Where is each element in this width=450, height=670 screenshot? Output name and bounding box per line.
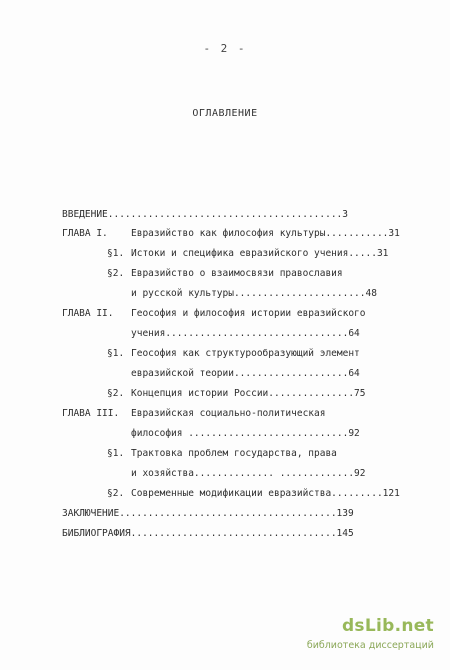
toc-entry-introduction: ВВЕДЕНИЕ.........................................3 (62, 209, 348, 220)
toc-chapter-2-section-2-title: Концепция истории России...............75 (131, 388, 366, 399)
toc-chapter-1-section-2-title-line-2: и русской культуры.......................48 (131, 288, 377, 299)
dslib-watermark (284, 616, 434, 660)
toc-chapter-3-section-1-label: §1. (107, 448, 125, 459)
page-number: - 2 - (203, 42, 247, 55)
toc-chapter-3-title-line-1: Евразийская социально-политическая (131, 408, 326, 419)
toc-chapter-2-section-1-title-line-2: евразийской теории....................64 (131, 368, 360, 379)
toc-chapter-3-section-2-label: §2. (107, 488, 125, 499)
toc-chapter-1-section-2-title-line-1: Евразийство о взаимосвязи православия (131, 268, 343, 279)
toc-chapter-2-section-1-label: §1. (107, 348, 125, 359)
toc-chapter-3-title-line-2: философия ............................92 (131, 428, 360, 439)
toc-chapter-3-section-1-title-line-1: Трактовка проблем государства, права (131, 448, 337, 459)
toc-chapter-1-section-1-label: §1. (107, 248, 125, 259)
toc-entry-bibliography: БИБЛИОГРАФИЯ....................................145 (62, 528, 354, 539)
toc-chapter-2-section-2-label: §2. (107, 388, 125, 399)
watermark-subtitle: библиотека диссертаций (306, 640, 434, 651)
toc-entry-conclusion: ЗАКЛЮЧЕНИЕ......................................139 (62, 508, 354, 519)
toc-chapter-1-label: ГЛАВА I. (62, 228, 108, 239)
watermark-logo: dsLib.net (341, 616, 434, 636)
toc-chapter-2-title-line-2: учения................................64 (131, 328, 360, 339)
toc-chapter-1-title: Евразийство как философия культуры...........31 (131, 228, 400, 239)
toc-heading: ОГЛАВЛЕНИЕ (192, 108, 258, 119)
toc-chapter-3-label: ГЛАВА III. (62, 408, 120, 419)
toc-chapter-2-title-line-1: Геософия и философия истории евразийского (131, 308, 366, 319)
toc-chapter-3-section-1-title-line-2: и хозяйства.............. .............92 (131, 468, 366, 479)
toc-chapter-3-section-2-title: Современные модификации евразийства.........121 (131, 488, 400, 499)
toc-chapter-1-section-2-label: §2. (107, 268, 125, 279)
toc-chapter-2-section-1-title-line-1: Геософия как структурообразующий элемент (131, 348, 360, 359)
toc-chapter-1-section-1-title: Истоки и специфика евразийского учения.....31 (131, 248, 389, 259)
toc-chapter-2-label: ГЛАВА II. (62, 308, 114, 319)
